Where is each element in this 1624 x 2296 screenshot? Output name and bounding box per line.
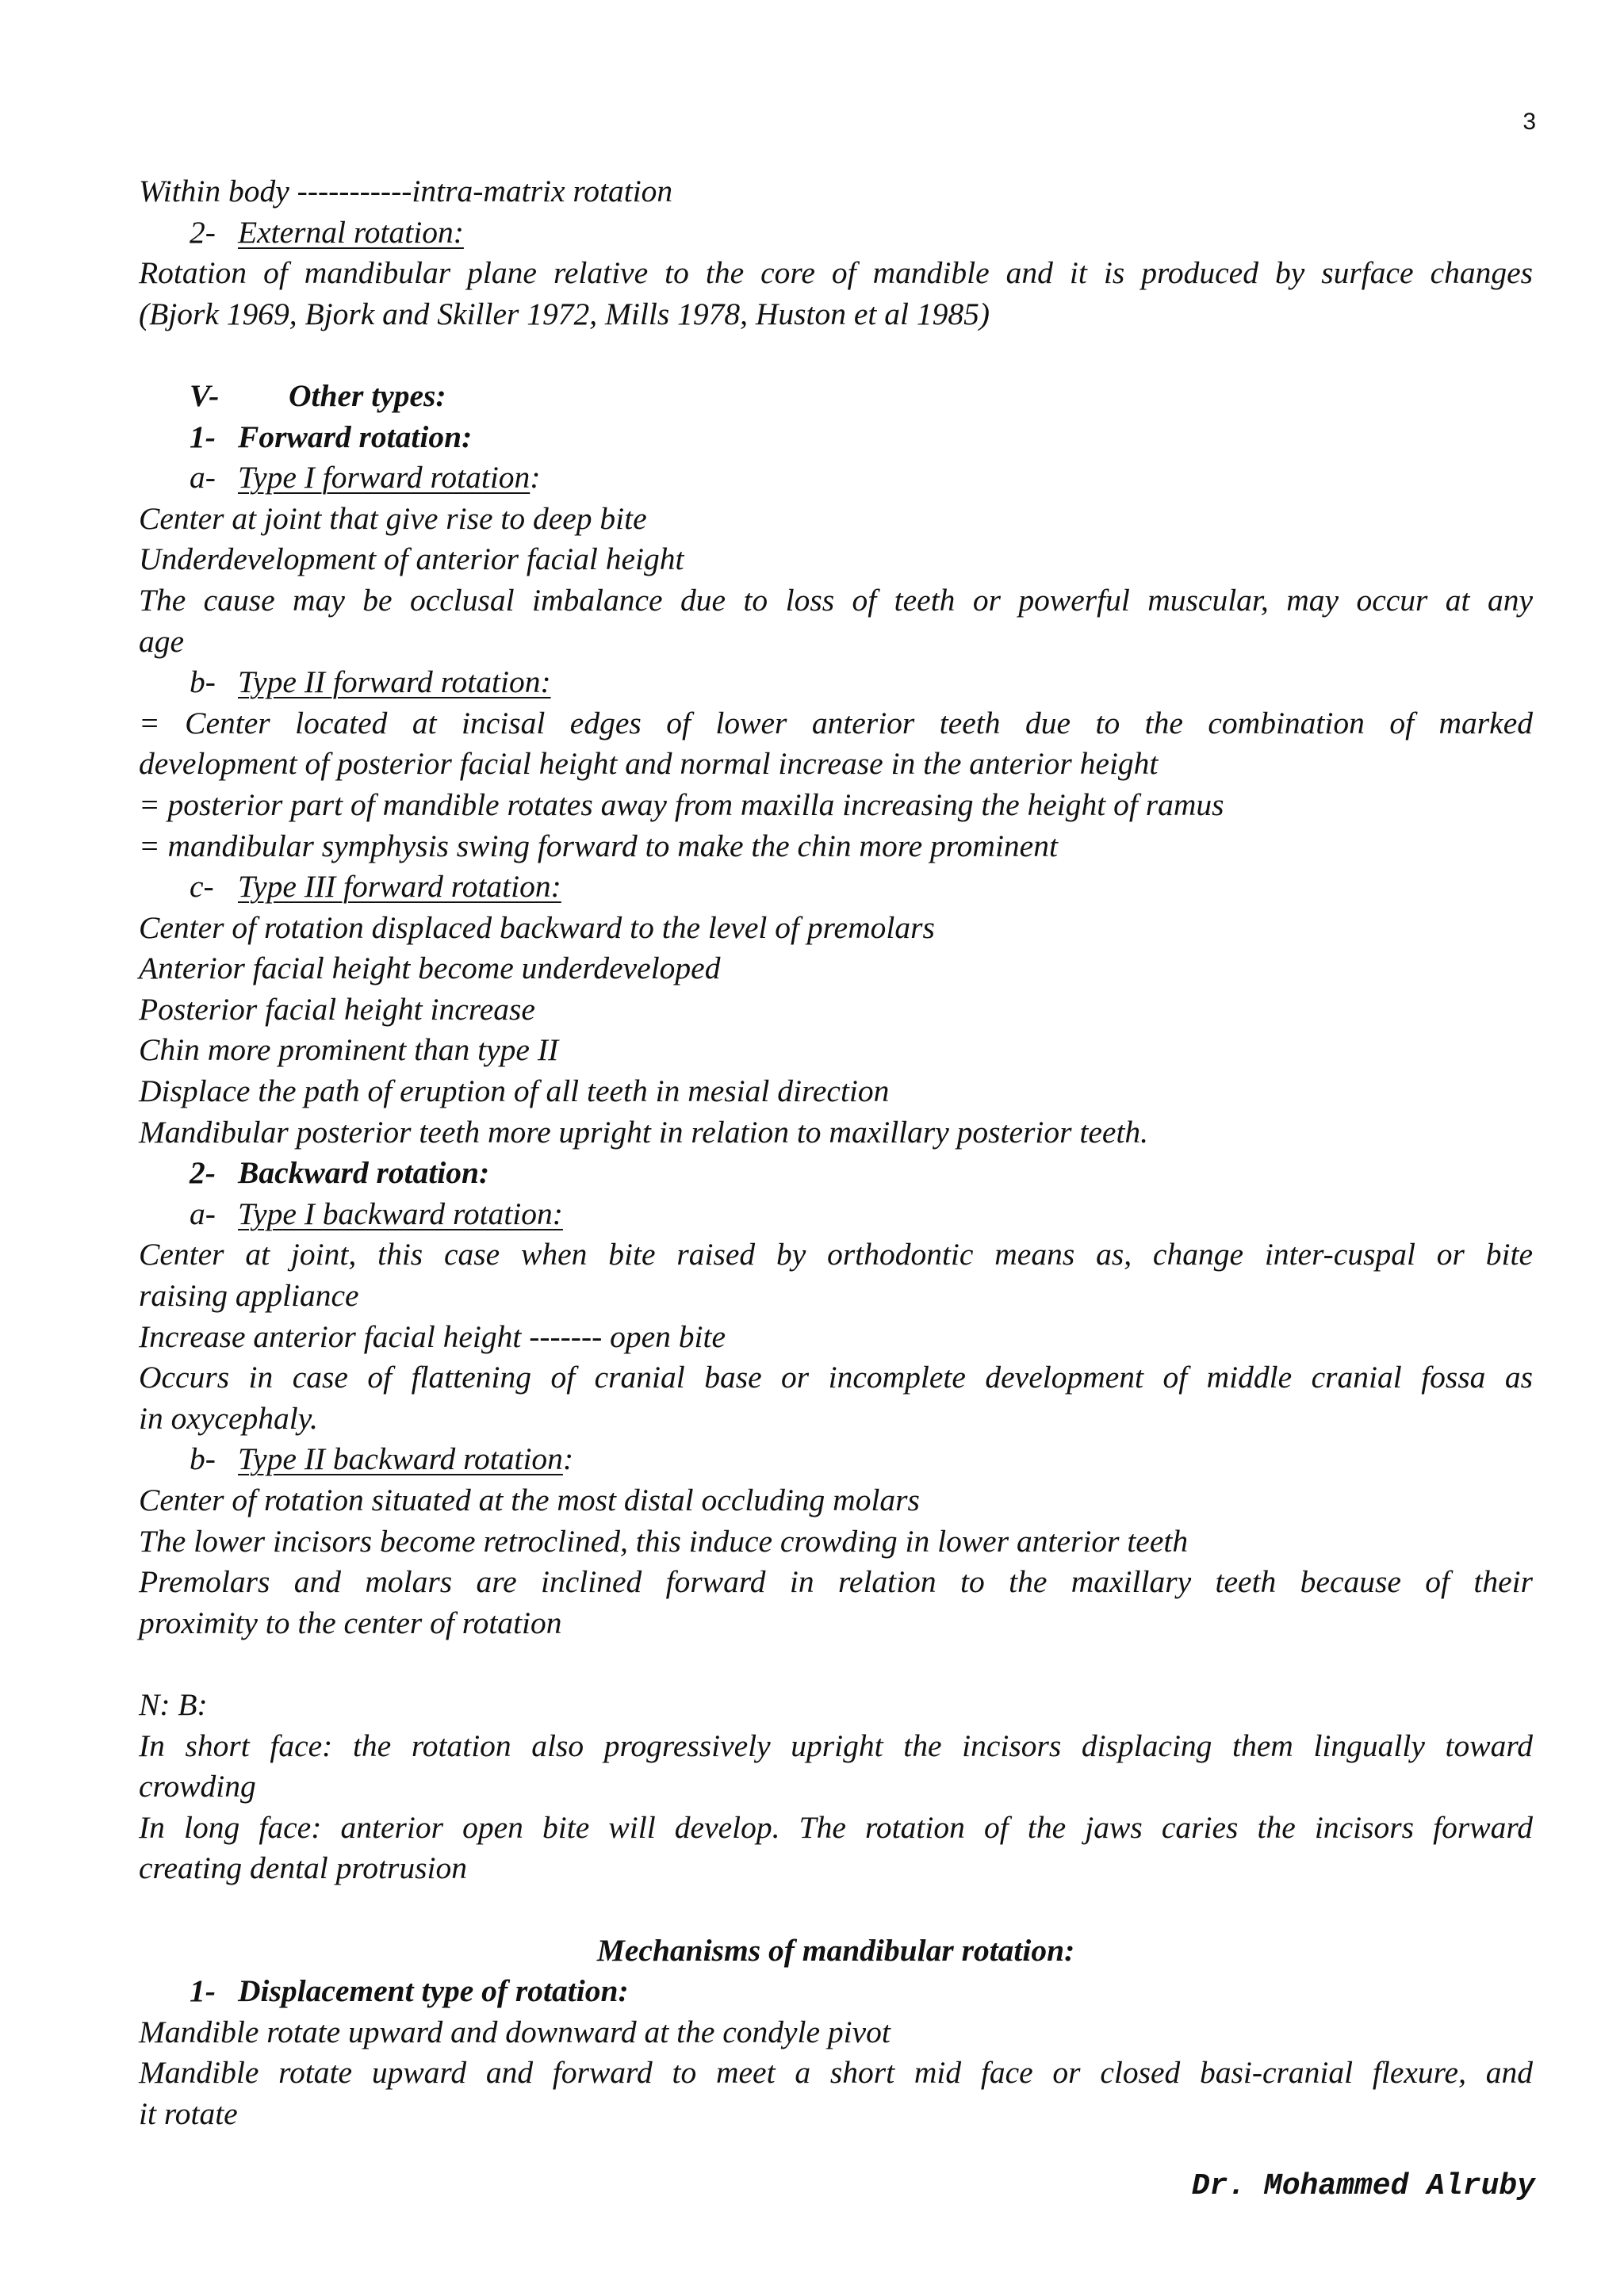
text-line: Center at joint that give rise to deep bite: [139, 500, 647, 536]
text-line: crowding: [139, 1769, 256, 1804]
author-footer: Dr. Mohammed Alruby: [1191, 2169, 1535, 2203]
section-number: V-: [190, 377, 220, 413]
text-line: proximity to the center of rotation: [139, 1605, 562, 1640]
text-line: (Bjork 1969, Bjork and Skiller 1972, Mills 1978, Huston et al 1985): [139, 296, 990, 331]
text-line: Anterior facial height become underdeveloped: [139, 951, 721, 986]
text-line: In long face: anterior open bite will develop. The rotation of the jaws caries the incisors forward: [139, 1809, 1533, 1845]
list-item-forward-rotation: [139, 417, 1533, 458]
text-line: Increase anterior facial height ------- open bite: [139, 1318, 726, 1354]
text-line: Underdevelopment of anterior facial height: [139, 541, 684, 577]
subheading: Forward rotation:: [238, 419, 473, 454]
list-item-type-i-forward: [139, 457, 1533, 499]
spacer: [139, 1889, 1533, 1931]
text-line: Rotation of mandibular plane relative to the core of mandible and it is produced by surface changes: [139, 255, 1533, 291]
subheading: Type I forward rotation: [238, 460, 530, 496]
text-line: Center at joint, this case when bite raised by orthodontic means as, change inter-cuspal or bite: [139, 1237, 1533, 1272]
list-number: 1-: [190, 1973, 216, 2009]
spacer: [139, 1644, 1533, 1685]
text-line: = Center located at incisal edges of lower anterior teeth due to the combination of marked: [139, 705, 1533, 740]
text-line: Premolars and molars are inclined forward in relation to the maxillary teeth because of their: [139, 1564, 1533, 1600]
list-item-displacement-type: [139, 1971, 1533, 2012]
document-body: [139, 171, 1533, 2135]
text-line: The lower incisors become retroclined, this induce crowding in lower anterior teeth: [139, 1523, 1189, 1559]
list-item-type-i-backward: [139, 1194, 1533, 1235]
section-title: Other types:: [289, 377, 446, 413]
text-line: Mandible rotate upward and forward to meet a short mid face or closed basi-cranial flexure, and: [139, 2055, 1533, 2091]
nota-bene-label: N: B:: [139, 1686, 208, 1722]
text-line: Chin more prominent than type II: [139, 1032, 559, 1068]
text-line: Center of rotation displaced backward to the level of premolars: [139, 909, 935, 945]
text-line: In short face: the rotation also progressively upright the incisors displacing them lingually toward: [139, 1728, 1533, 1763]
text-line: Posterior facial height increase: [139, 991, 535, 1027]
section-heading-mechanisms: Mechanisms of mandibular rotation:: [596, 1932, 1075, 1968]
list-item-backward-rotation: [139, 1153, 1533, 1194]
list-item-type-ii-forward: [139, 662, 1533, 703]
section-heading-other-types: [139, 376, 1533, 417]
text-line: = mandibular symphysis swing forward to make the chin more prominent: [139, 828, 1058, 863]
text-line: in oxycephaly.: [139, 1400, 318, 1436]
list-letter: c-: [190, 869, 214, 905]
text-line: = posterior part of mandible rotates away from maxilla increasing the height of ramus: [139, 786, 1224, 822]
text-line: Mandibular posterior teeth more upright in relation to maxillary posterior teeth.: [139, 1114, 1149, 1150]
list-item-type-iii-forward: [139, 867, 1533, 908]
list-number: 2-: [190, 1155, 216, 1191]
subheading: Type II forward rotation:: [238, 664, 551, 700]
text-line: development of posterior facial height and normal increase in the anterior height: [139, 746, 1159, 782]
list-number: 1-: [190, 419, 216, 454]
subheading: Type II backward rotation: [238, 1441, 563, 1477]
text-line: The cause may be occlusal imbalance due to loss of teeth or powerful muscular, may occur at any: [139, 582, 1533, 618]
list-item-type-ii-backward: [139, 1439, 1533, 1480]
list-letter: a-: [190, 1196, 216, 1231]
subheading: Type I backward rotation:: [238, 1196, 563, 1231]
subheading: External rotation:: [238, 214, 464, 250]
text-line: Center of rotation situated at the most distal occluding molars: [139, 1483, 920, 1517]
spacer: [139, 335, 1533, 376]
list-item-external-rotation: [139, 212, 1533, 254]
subheading: Displacement type of rotation:: [238, 1973, 629, 2009]
subheading: Type III forward rotation:: [238, 869, 561, 905]
list-letter: a-: [190, 460, 216, 496]
text-line: Within body -----------intra-matrix rotation: [139, 174, 673, 209]
text-line: Occurs in case of flattening of cranial base or incomplete development of middle cranial fossa as: [139, 1360, 1533, 1395]
text-line: it rotate: [139, 2095, 238, 2131]
page-number: 3: [1522, 109, 1536, 135]
list-number: 2-: [190, 214, 216, 250]
subheading: Backward rotation:: [238, 1155, 490, 1191]
colon: :: [562, 1441, 574, 1477]
text-line: Displace the path of eruption of all teeth in mesial direction: [139, 1073, 890, 1109]
text-line: creating dental protrusion: [139, 1850, 467, 1886]
text-line: raising appliance: [139, 1278, 359, 1314]
text-line: age: [139, 623, 185, 659]
list-letter: b-: [190, 1441, 216, 1477]
colon: :: [530, 460, 541, 496]
list-letter: b-: [190, 664, 216, 700]
text-line: Mandible rotate upward and downward at the condyle pivot: [139, 2014, 891, 2049]
